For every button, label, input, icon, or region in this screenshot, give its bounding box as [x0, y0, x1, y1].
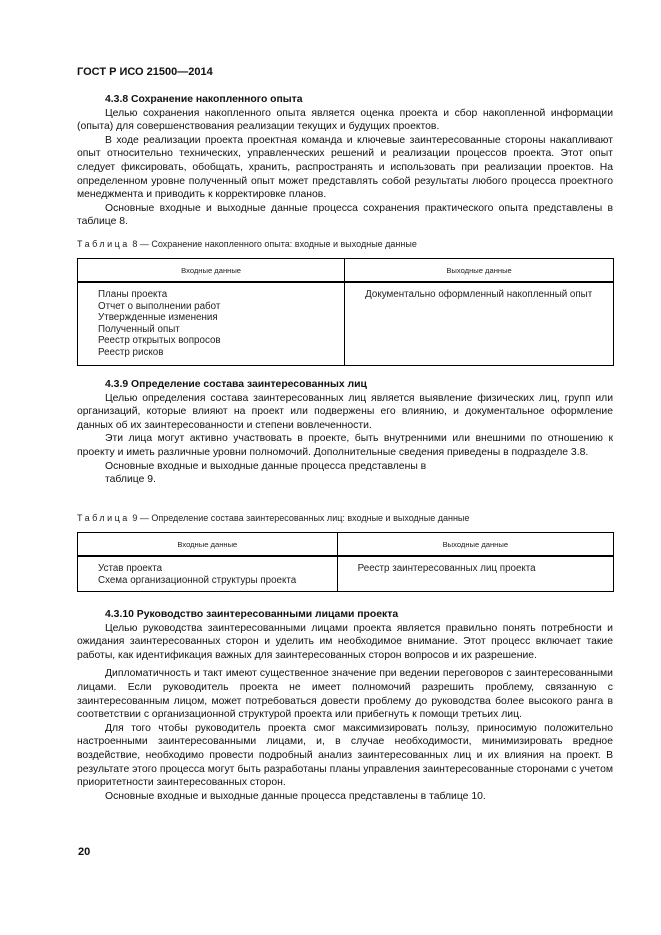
paragraph: Целью руководства заинтересованными лицами проекта является правильно понять потребности и ожидания заинтересованных сторон и уделить им необходимое внимание. Этот процесс включает такие работы, как идентификация важных для заинтересованных сторон вопросов и их разрешение.: [77, 622, 613, 661]
list-item: Реестр открытых вопросов: [98, 335, 221, 347]
table-header-row: [78, 533, 614, 557]
table-caption-label: Таблица: [77, 513, 130, 523]
column-header-inputs: Входные данные: [78, 259, 345, 283]
paragraph: Целью определения состава заинтересованных лиц является выявление физических лиц, групп или организаций, которые влияют на проект или подвержены его влиянию, и документальное оформление данных об их заинтересованности и степени вовлеченности.: [77, 392, 613, 431]
section-heading: 4.3.8 Сохранение накопленного опыта: [105, 94, 303, 105]
table-caption-number: 9: [132, 513, 138, 523]
table-caption: [77, 239, 417, 249]
section-4-3-9: [77, 378, 613, 487]
inputs-cell: [78, 282, 345, 366]
section-4-3-10: [77, 608, 613, 803]
list-item: Утвержденные изменения: [98, 312, 218, 324]
section-heading: 4.3.9 Определение состава заинтересованных лиц: [105, 379, 367, 390]
column-header-outputs: Выходные данные: [345, 259, 614, 283]
paragraph: Основные входные и выходные данные процесса представлены в таблице 10.: [105, 790, 486, 802]
section-4-3-8: [77, 93, 613, 229]
paragraph: Целью сохранения накопленного опыта является оценка проекта и сбор накопленной информации (опыта) для совершенствования реализации текущих и будущих проектов.: [77, 107, 613, 133]
column-header-inputs: Входные данные: [78, 533, 338, 557]
column-header-outputs: Выходные данные: [337, 533, 613, 557]
table-9: [77, 532, 614, 592]
table-row: [78, 282, 614, 366]
list-item: Реестр рисков: [98, 346, 164, 358]
outputs-cell: [337, 556, 613, 592]
list-item: Планы проекта: [98, 289, 168, 300]
paragraph: Основные входные и выходные данные процесса сохранения практического опыта представлены в таблице 8.: [77, 202, 613, 228]
list-item: Полученный опыт: [98, 323, 180, 335]
document-header: ГОСТ Р ИСО 21500—2014: [77, 66, 213, 78]
paragraph: Дипломатичность и такт имеют существенное значение при ведении переговоров с заинтересованными лицами. Если руководитель проекта не имеет полномочий разрешить проблему, связанную с заинтересованным лицом, может потребоваться довести проблему до руководства более высокого ранга в соответствии с организационной структурой проекта или прибегнуть к помощи третьих лиц.: [77, 668, 613, 721]
list-item: Отчет о выполнении работ: [98, 300, 221, 312]
list-item: Реестр заинтересованных лиц проекта: [357, 563, 536, 574]
paragraph: В ходе реализации проекта проектная команда и ключевые заинтересованные стороны накапливают опыт относительно технических, управленческих решений и реализации процессов проекта. Этот опыт следует фиксировать, обобщать, хранить, распространять и использовать при реализации проектов. На определенном уровне полученный опыт может представлять собой результаты любого процесса проектного менеджмента и приводить к корректировке планов.: [77, 134, 613, 201]
page-number: 20: [78, 846, 91, 858]
paragraph: Основные входные и выходные данные процесса представлены в: [105, 460, 427, 472]
paragraph: Для того чтобы руководитель проекта смог максимизировать пользу, приносимую положительно настроенными заинтересованными лицами, и, в случае необходимости, минимизировать вредное воздействие, необходимо провести подробный анализ заинтересованных лиц и их влияния на проект. В результате этого процесса могут быть разработаны планы управления заинтересованные сторонами с учетом приоритетности заинтересованных сторон.: [77, 722, 613, 789]
table-caption-label: Таблица: [77, 239, 130, 249]
inputs-cell: [78, 556, 338, 592]
table-row: [78, 556, 614, 592]
list-item: Документально оформленный накопленный опыт: [365, 289, 593, 300]
paragraph: Эти лица могут активно участвовать в проекте, быть внутренними или внешними по отношению к проекту и иметь различные уровни полномочий. Дополнительные сведения приведены в подразделе 3.8.: [77, 433, 613, 458]
outputs-cell: [345, 282, 614, 366]
table-caption-title: — Определение состава заинтересованных лиц: входные и выходные данные: [139, 513, 470, 523]
table-caption: [77, 513, 469, 523]
list-item: Устав проекта: [98, 563, 163, 574]
table-caption-title: — Сохранение накопленного опыта: входные и выходные данные: [139, 239, 417, 249]
section-heading: 4.3.10 Руководство заинтересованными лицами проекта: [105, 609, 399, 620]
list-item: Схема организационной структуры проекта: [98, 574, 297, 586]
paragraph: таблице 9.: [105, 474, 156, 486]
table-caption-number: 8: [132, 239, 138, 249]
table-8: [77, 258, 614, 366]
table-header-row: [78, 259, 614, 283]
